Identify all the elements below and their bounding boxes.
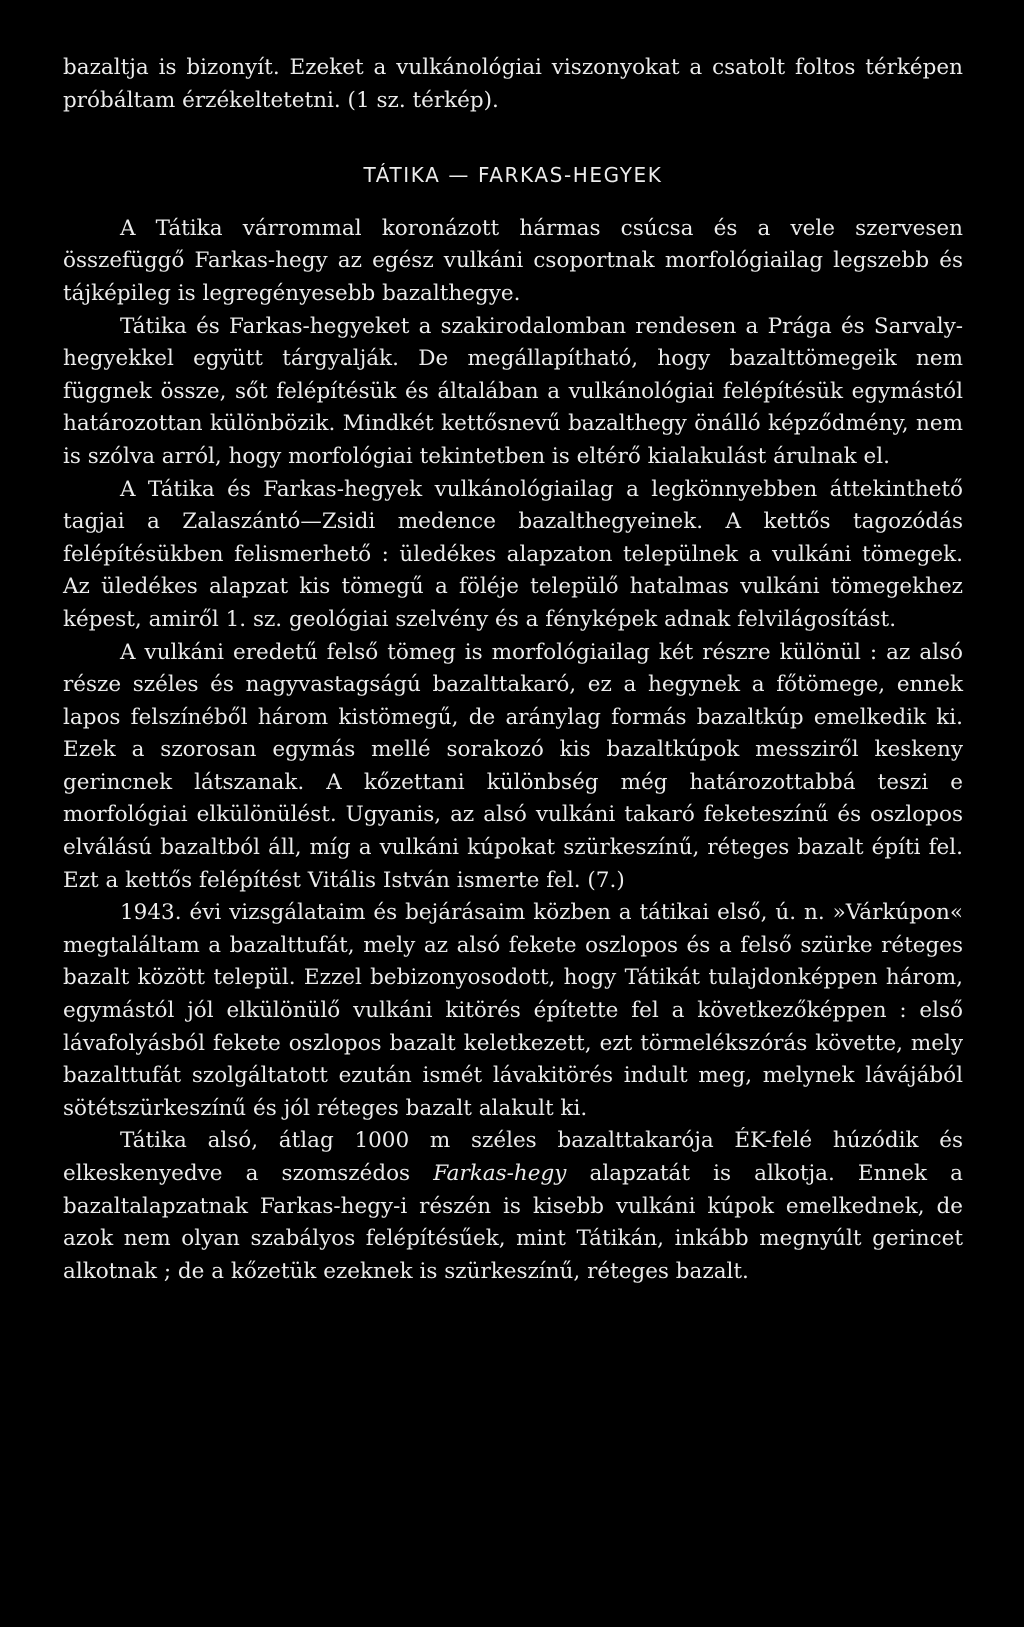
body-paragraph: Tátika és Farkas-hegyeket a szakirodalomban rendesen a Prága és Sarvaly-hegyekkel együtt tárgyalják. De megállapítható, hogy bazalttömegeik nem függnek össze, sőt felépítésük és általában a vulkánológiai felépítésük egymástól határozottan különbözik. Mindkét kettősnevű bazalthegy önálló képződmény, nem is szólva arról, hogy morfológiai tekintetben is eltérő kialakulást árulnak el. xyxy=(63,313,963,469)
last-paragraph-text-start: Tátika alsó, átlag 1000 m széles bazalttakarója ÉK-felé húzódik és elkeskenyedve a szomszédos xyxy=(63,1128,963,1186)
opening-paragraph: bazaltja is bizonyít. Ezeket a vulkánológiai viszonyokat a csatolt foltos térképen próbáltam érzékeltetetni. (1 sz. térkép). xyxy=(63,55,963,113)
body-paragraph: A Tátika és Farkas-hegyek vulkánológiailag a legkönnyebben áttekinthető tagjai a Zalaszántó—Zsidi medence bazalthegyeinek. A kettős tagozódás felépítésükben felismerhető : üledékes alapzaton települnek a vulkáni tömegek. Az üledékes alapzat kis tömegű a föléje települő hatalmas vulkáni tömegekhez képest, amiről 1. sz. geológiai szelvény és a fényképek adnak felvilágosítást. xyxy=(63,476,963,632)
last-paragraph xyxy=(63,1125,963,1288)
body-paragraph: A Tátika várrommal koronázott hármas csúcsa és a vele szervesen összefüggő Farkas-hegy az egész vulkáni csoportnak morfológiailag legszebb és tájképileg is legregényesebb bazalthegye. xyxy=(63,215,963,306)
body-paragraph: A vulkáni eredetű felső tömeg is morfológiailag két részre különül : az alsó része széles és nagyvastagságú bazalttakaró, ez a hegynek a főtömege, ennek lapos felszínéből három kistömegű, de aránylag formás bazaltkúp emelkedik ki. Ezek a szorosan egymás mellé sorakozó kis bazaltkúpok messziről keskeny gerincnek látszanak. A kőzettani különbség még határozottabbá teszi e morfológiai elkülönülést. Ugyanis, az alsó vulkáni takaró feketeszínű és oszlopos elválású bazaltból áll, míg a vulkáni kúpokat szürkeszínű, réteges bazalt építi fel. Ezt a kettős felépítést Vitális István ismerte fel. (7.) xyxy=(63,639,963,893)
last-paragraph-text-end: alapzatát is alkotja. Ennek a bazaltalapzatnak Farkas-hegy-i részén is kisebb vulkáni kúpok emelkednek, de azok nem olyan szabályos felépítésűek, mint Tátikán, inkább megnyúlt gerincet alkotnak ; de a kőzetük ezeknek is szürkeszínű, réteges bazalt. xyxy=(63,1161,963,1284)
body-paragraph: 1943. évi vizsgálataim és bejárásaim közben a tátikai első, ú. n. »Várkúpon« megtaláltam a bazalttufát, mely az alsó fekete oszlopos és a felső szürke réteges bazalt között települ. Ezzel bebizonyosodott, hogy Tátikát tulajdonképpen három, egymástól jól elkülönülő vulkáni kitörés építette fel a következőképpen : első lávafolyásból fekete oszlopos bazalt keletkezett, ezt törmelékszórás követte, mely bazalttufát szolgáltatott ezután ismét lávakitörés indult meg, melynek lávájából sötétszürkeszínű és jól réteges bazalt alakult ki. xyxy=(63,900,963,1121)
section-heading: TÁTIKA — FARKAS-HEGYEK xyxy=(363,163,663,188)
document-page xyxy=(63,52,963,1288)
italic-place-name: Farkas-hegy xyxy=(433,1161,567,1186)
